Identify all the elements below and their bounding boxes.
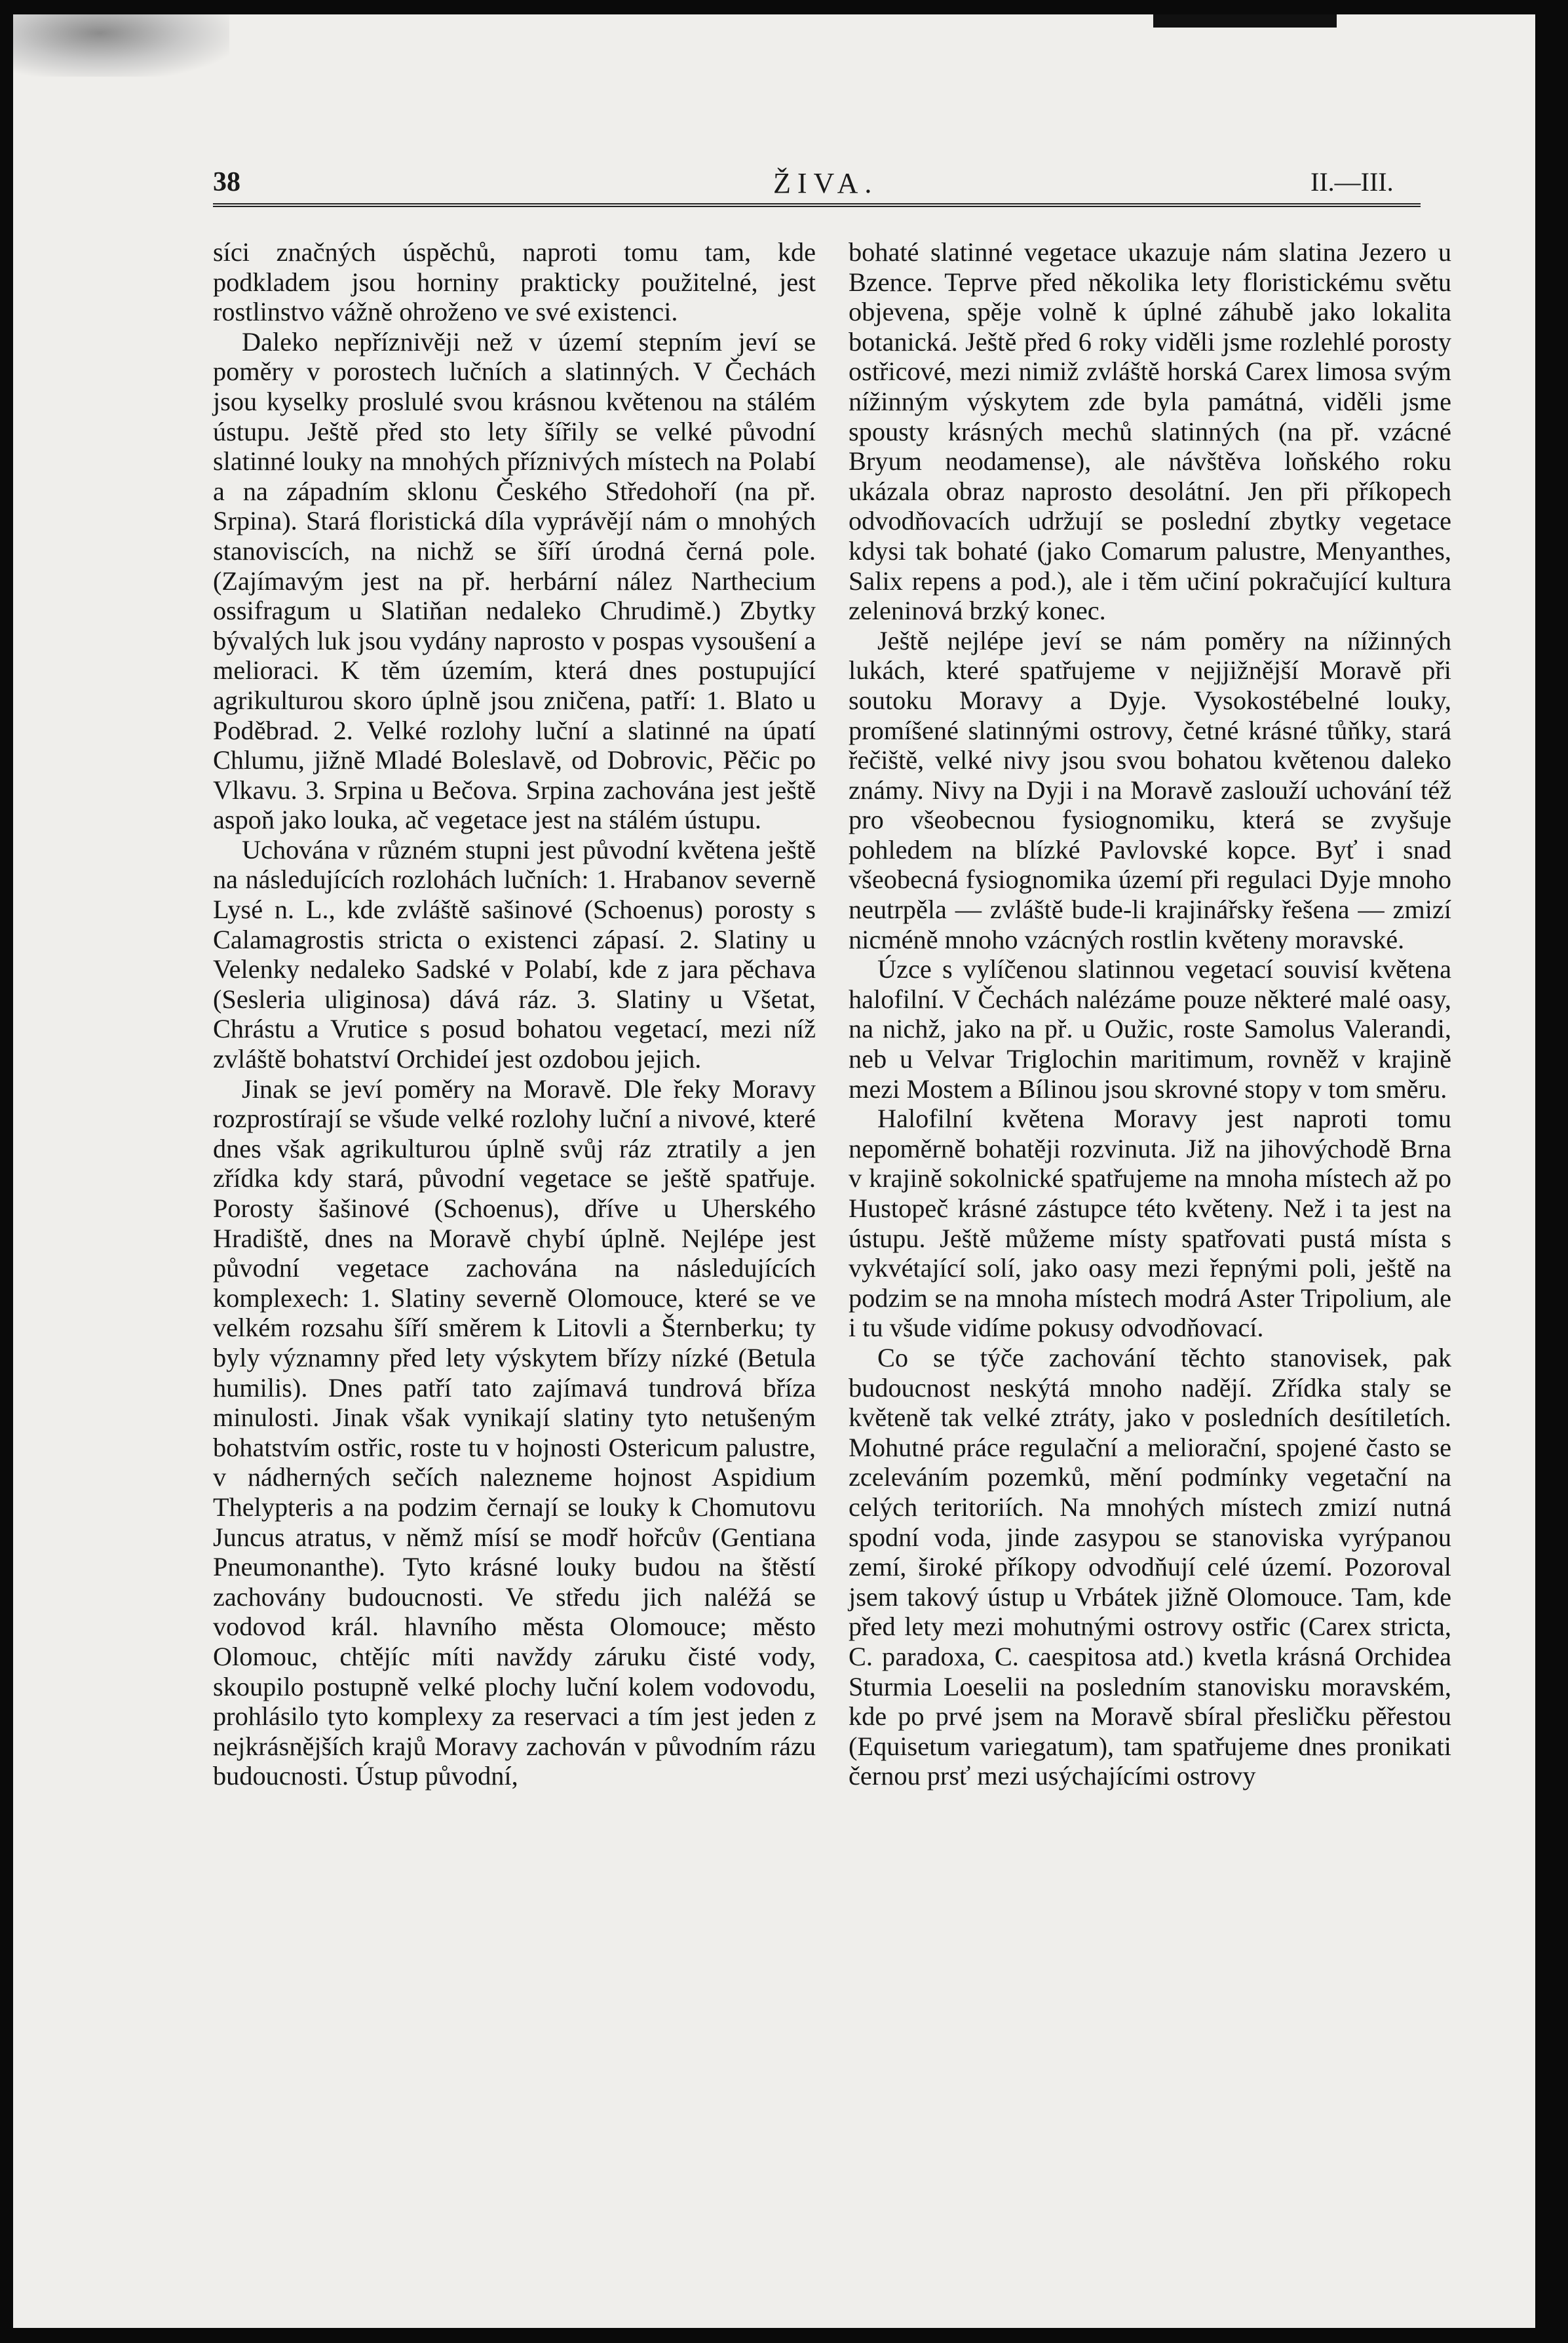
scan-smudge (13, 14, 229, 77)
paragraph: Co se týče zachování těchto stanovisek, pak budoucnost neskýtá mnoho nadějí. Zřídka staly se květeně tak velké ztráty, jako v posledních desítiletích. Mohutné práce regulační a meliorační, spojené často se zceleváním pozemků, mění podmínky vegetační na celých teritoriích. Na mnohých místech zmizí nutná spodní voda, jinde zasypou se stanoviska vyrýpanou zemí, široké příkopy odvodňují celé území. Pozoroval jsem takový ústup u Vrbátek jižně Olomouce. Tam, kde před lety mezi mohutnými ostrovy ostřic (Carex stricta, C. paradoxa, C. caespitosa atd.) kvetla krásná Orchidea Sturmia Loeselii na posledním stanovisku moravském, kde po prvé jsem na Moravě sbíral přesličku pěřestou (Equisetum variegatum), tam spatřujeme dnes pronikati černou prsť mezi usýchajícími ostrovy (849, 1342, 1451, 1791)
paragraph: Uchována v různém stupni jest původní květena ještě na následujících rozlohách lučních: 1. Hrabanov severně Lysé n. L., kde zvláště sašinové (Schoenus) porosty s Calamagrostis stricta o existenci zápasí. 2. Slatiny u Velenky nedaleko Sadské v Polabí, kde z jara pěchava (Sesleria uliginosa) dává ráz. 3. Slatiny u Všetat, Chrástu a Vrutice s posud bohatou vegetací, mezi níž zvláště bohatství Orchideí jest ozdobou jejich. (213, 834, 816, 1074)
paragraph: Jinak se jeví poměry na Moravě. Dle řeky Moravy rozprostírají se všude velké rozlohy luční a nivové, které dnes však agrikulturou úplně svůj ráz ztratily a jen zřídka kdy stará, původní vegetace se ještě spatřuje. Porosty šašinové (Schoenus), dříve u Uherského Hradiště, dnes na Moravě chybí úplně. Nejlépe jest původní vegetace zachována na následujících komplexech: 1. Slatiny severně Olomouce, které se ve velkém rozsahu šíří směrem k Litovli a Šternberku; ty byly významny před lety výskytem břízy nízké (Betula humilis). Dnes patří tato zajímavá tundrová bříza minulosti. Jinak však vynikají slatiny tyto netušeným bohatstvím ostřic, roste tu v hojnosti Ostericum palustre, v nádherných sečích nalezneme hojnost Aspidium Thelypteris a na podzim černají se louky k Chomutovu Juncus atratus, v němž mísí se modř hořcův (Gentiana Pneumonanthe). Tyto krásné louky budou na štěstí zachovány budoucnosti. Ve středu jich naléžá se vodovod král. hlavního města Olomouce; město Olomouc, chtějíc míti navždy záruku čisté vody, skoupilo postupně velké plochy luční kolem vodovodu, prohlásilo tyto komplexy za reservaci a tím jest jeden z nejkrásnějších krajů Moravy zachován v původním rázu budoucnosti. Ústup původní, (213, 1074, 816, 1791)
paragraph: Úzce s vylíčenou slatinnou vegetací souvisí květena halofilní. V Čechách nalézáme pouze některé malé oasy, na nichž, jako na př. u Oužic, roste Samolus Valerandi, neb u Velvar Triglochin maritimum, rovněž v krajině mezi Mostem a Bílinou jsou skrovné stopy v tom směru. (849, 954, 1451, 1104)
paragraph: síci značných úspěchů, naproti tomu tam, kde podkladem jsou horniny prakticky použitelné, jest rostlinstvo vážně ohroženo ve své existenci. (213, 237, 816, 327)
journal-title: ŽIVA. (773, 167, 879, 199)
scanned-page (13, 14, 1535, 2328)
paragraph: Daleko nepříznivěji než v území stepním jeví se poměry v porostech lučních a slatinných. V Čechách jsou kyselky proslulé svou krásnou květenou na stálém ústupu. Ještě před sto lety šířily se velké původní slatinné louky na mnohých příznivých místech na Polabí a na západním sklonu Českého Středohoří (na př. Srpina). Stará floristická díla vyprávějí nám o mnohých stanoviscích, na nichž se šíří úrodná černá pole. (Zajímavým jest na př. herbární nález Narthecium ossifragum u Slatiňan nedaleko Chrudimě.) Zbytky bývalých luk jsou vydány naprosto v pospas vysoušení a melioraci. K těm územím, která dnes postupující agrikulturou skoro úplně jsou zničena, patří: 1. Blato u Poděbrad. 2. Velké rozlohy luční a slatinné na úpatí Chlumu, jižně Mladé Boleslavě, od Dobrovic, Pěčic po Vlkavu. 3. Srpina u Bečova. Srpina zachována jest ještě aspoň jako louka, ač vegetace jest na stálém ústupu. (213, 326, 816, 835)
scan-edge-mark (1153, 14, 1337, 28)
volume-number: II.—III. (1310, 167, 1394, 197)
paragraph: Halofilní květena Moravy jest naproti tomu nepoměrně bohatěji rozvinuta. Již na jihovýchodě Brna v krajině sokolnické spatřujeme na mnoha místech až po Hustopeč krásné zástupce této květeny. Než i ta jest na ústupu. Ještě můžeme místy spatřovati pustá místa s vykvétající solí, jako oasy mezi řepnými poli, ještě na podzim se na mnoha místech modrá Aster Tripolium, ale i tu všude vidíme pokusy odvodňovací. (849, 1104, 1451, 1343)
paragraph: Ještě nejlépe jeví se nám poměry na nížinných lukách, které spatřujeme v nejjižnější Moravě při soutoku Moravy a Dyje. Vysokostébelné louky, promíšené slatinnými ostrovy, četné krásné tůňky, stará řečiště, velké nivy jsou svou bohatou květenou daleko známy. Nivy na Dyji i na Moravě zaslouží uchování též pro všeobecnou fysiognomiku, která se zvyšuje pohledem na blízké Pavlovské kopce. Byť i snad všeobecná fysiognomika území při regulaci Dyje mnoho neutrpěla — zvláště bude-li krajinářsky řešena — zmizí nicméně mnoho vzácných rostlin květeny moravské. (849, 625, 1451, 954)
page-number: 38 (213, 167, 240, 197)
header-rule (213, 203, 1421, 207)
right-column (849, 237, 1451, 1791)
left-column (213, 237, 816, 1791)
paragraph: bohaté slatinné vegetace ukazuje nám slatina Jezero u Bzence. Teprve před několika lety floristickému světu objevena, spěje volně k úplné záhubě jako lokalita botanická. Ještě před 6 roky viděli jsme rozlehlé porosty ostřicové, mezi nimiž zvláště horská Carex limosa svým nížinným výskytem zde byla památná, viděli jsme spousty krásných mechů slatinných (na př. vzácné Bryum neodamense), ale návštěva loňského roku ukázala obraz naprosto desolátní. Jen při příkopech odvodňovacích udržují se poslední zbytky vegetace kdysi tak bohaté (jako Comarum palustre, Menyanthes, Salix repens a pod.), ale i těm učiní pokračující kultura zeleninová brzký konec. (849, 237, 1451, 626)
